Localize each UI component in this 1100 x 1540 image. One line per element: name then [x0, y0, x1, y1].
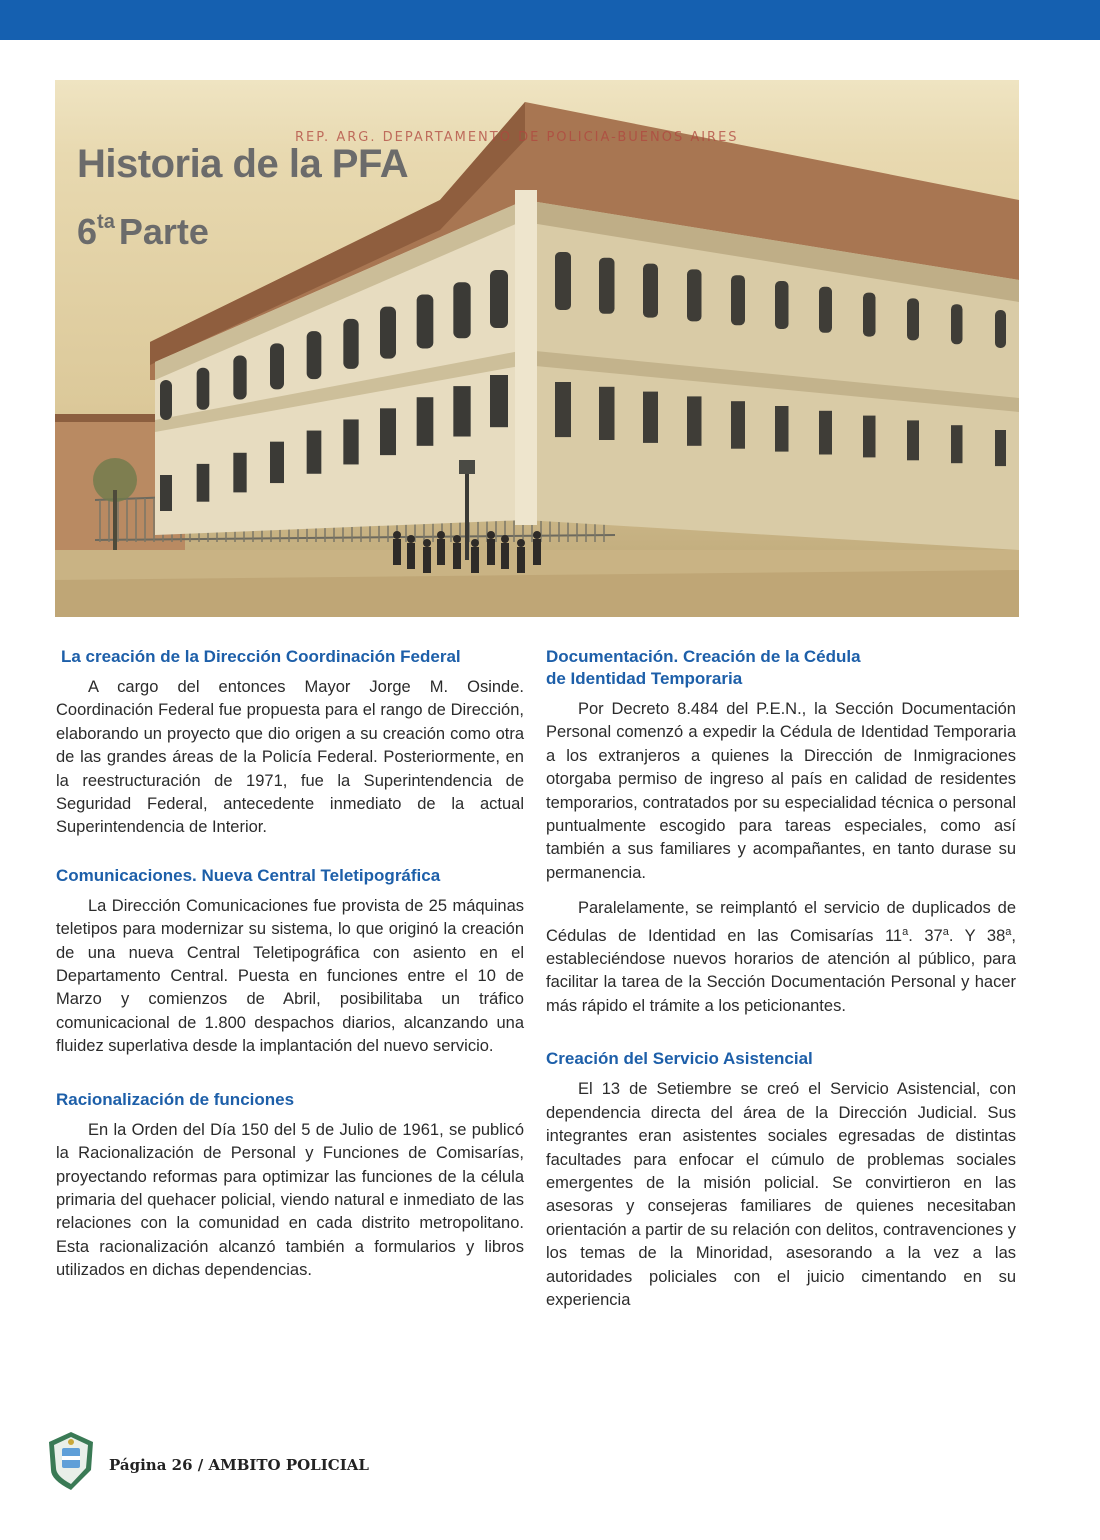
body-documentacion-1: Por Decreto 8.484 del P.E.N., la Sección Documentación Personal comenzó a expedir la Cédula de Identidad Temporaria a los extranjeros a quienes la Dirección de Inmigraciones otorgaba permiso de ingreso al país en calidad de residentes temporarios, contratados por su especialidad técnica o personal puntualmente escogido para tareas especiales, como así también a sus familiares y acompañantes, en tanto durase su permanencia. [546, 700, 1016, 882]
page-title [77, 144, 408, 250]
hero-image [55, 80, 1019, 617]
footer-separator: / [192, 1456, 209, 1474]
ordinal-a1: a [902, 925, 909, 938]
police-badge-icon [45, 1430, 97, 1492]
body-coordinacion: A cargo del entonces Mayor Jorge M. Osinde. Coordinación Federal fue propuesta para el rango de Dirección, elaborando un proyecto que dio origen a su creación como otra de las grandes áreas de la Policía Federal. Posteriormente, en la reestructuración de 1971, fue la Superintendencia de Seguridad Federal, antecedente inmediato de la actual Superintendencia de Interior. [56, 678, 524, 837]
title-line-1: Historia de la PFA [77, 142, 409, 186]
page-footer [45, 1430, 545, 1500]
heading-documentacion-line1: Documentación. Creación de la Cédula [546, 647, 861, 666]
body-asistencial: El 13 de Setiembre se creó el Servicio Asistencial, con dependencia directa del área de la Dirección Judicial. Sus integrantes eran asistentes sociales egresadas de distintas facultades para enfocar el cúmulo de problemas sociales emergentes de la misión policial. Se convirtieron en las asesoras y consejeras familiares de quienes necesitaban orientación a partir de su relación con delitos, contravenciones y los temas de la Minoridad, asesorando a la vez a las autoridades policiales con el juicio cimentando en su experiencia [546, 1080, 1016, 1309]
title-word: Parte [118, 211, 209, 252]
doc2-part-c: . Y 38 [948, 926, 1006, 945]
body-comunicaciones: La Dirección Comunicaciones fue provista de 25 máquinas teletipos para modernizar su sistema, lo que originó la creación de una nueva Central Teletipográfica con asiento en el Departamento Central. Puesta en funciones entre el 10 de Marzo y comienzos de Abril, posibilitaba un tráfico comunicacional de 1.800 despachos diarios, alcanzando una fluidez superlativa desde la implantación del nuevo servicio. [56, 896, 524, 1056]
footer-page-label [109, 1456, 369, 1474]
top-bar [0, 0, 1100, 40]
heading-documentacion-line2: de Identidad Temporaria [546, 669, 743, 688]
ordinal-a3: a [1005, 925, 1012, 938]
title-number: 6 [77, 211, 98, 252]
body-documentacion-2 [546, 897, 1016, 1018]
heading-comunicaciones: Comunicaciones. Nueva Central Teletipográfica [56, 865, 441, 885]
body-racionalizacion: En la Orden del Día 150 del 5 de Julio de 1961, se publicó la Racionalización de Personal y Funciones de Comisarías, proyectando reformas para optimizar las funciones de la célula primaria del quehacer policial, viendo natural e inmediato de las relaciones con la comunidad en cada distrito metropolitano. Esta racionalización alcanzó también a formularios y libros utilizados en dichas dependencias. [56, 1120, 524, 1280]
doc2-part-d: , estableciéndose nuevos horarios de atención al público, para facilitar la tarea de la Sección Documentación Personal y hacer más rápido el trámite a los peticionantes. [546, 926, 1017, 1015]
title-line-2 [77, 212, 408, 250]
left-column [56, 646, 524, 1283]
postcard-stamp: REP. ARG. DEPARTAMENTO DE POLICIA-BUENOS AIRES [295, 130, 739, 145]
page-number: Página 26 [109, 1456, 193, 1474]
doc2-part-b: . 37 [908, 926, 943, 945]
doc2-part-a: Paralelamente, se reimplantó el servicio de duplicados de Cédulas de Identidad en las Comisarías 11 [546, 899, 1016, 945]
heading-racionalizacion: Racionalización de funciones [56, 1089, 295, 1109]
right-column [546, 646, 1016, 1312]
heading-documentacion [546, 646, 1016, 690]
heading-asistencial: Creación del Servicio Asistencial [546, 1049, 813, 1069]
title-superscript: ta [97, 211, 115, 233]
heading-coordinacion: La creación de la Dirección Coordinación Federal [61, 647, 461, 666]
ordinal-a2: a [942, 925, 949, 938]
publication-name: AMBITO POLICIAL [208, 1456, 369, 1474]
